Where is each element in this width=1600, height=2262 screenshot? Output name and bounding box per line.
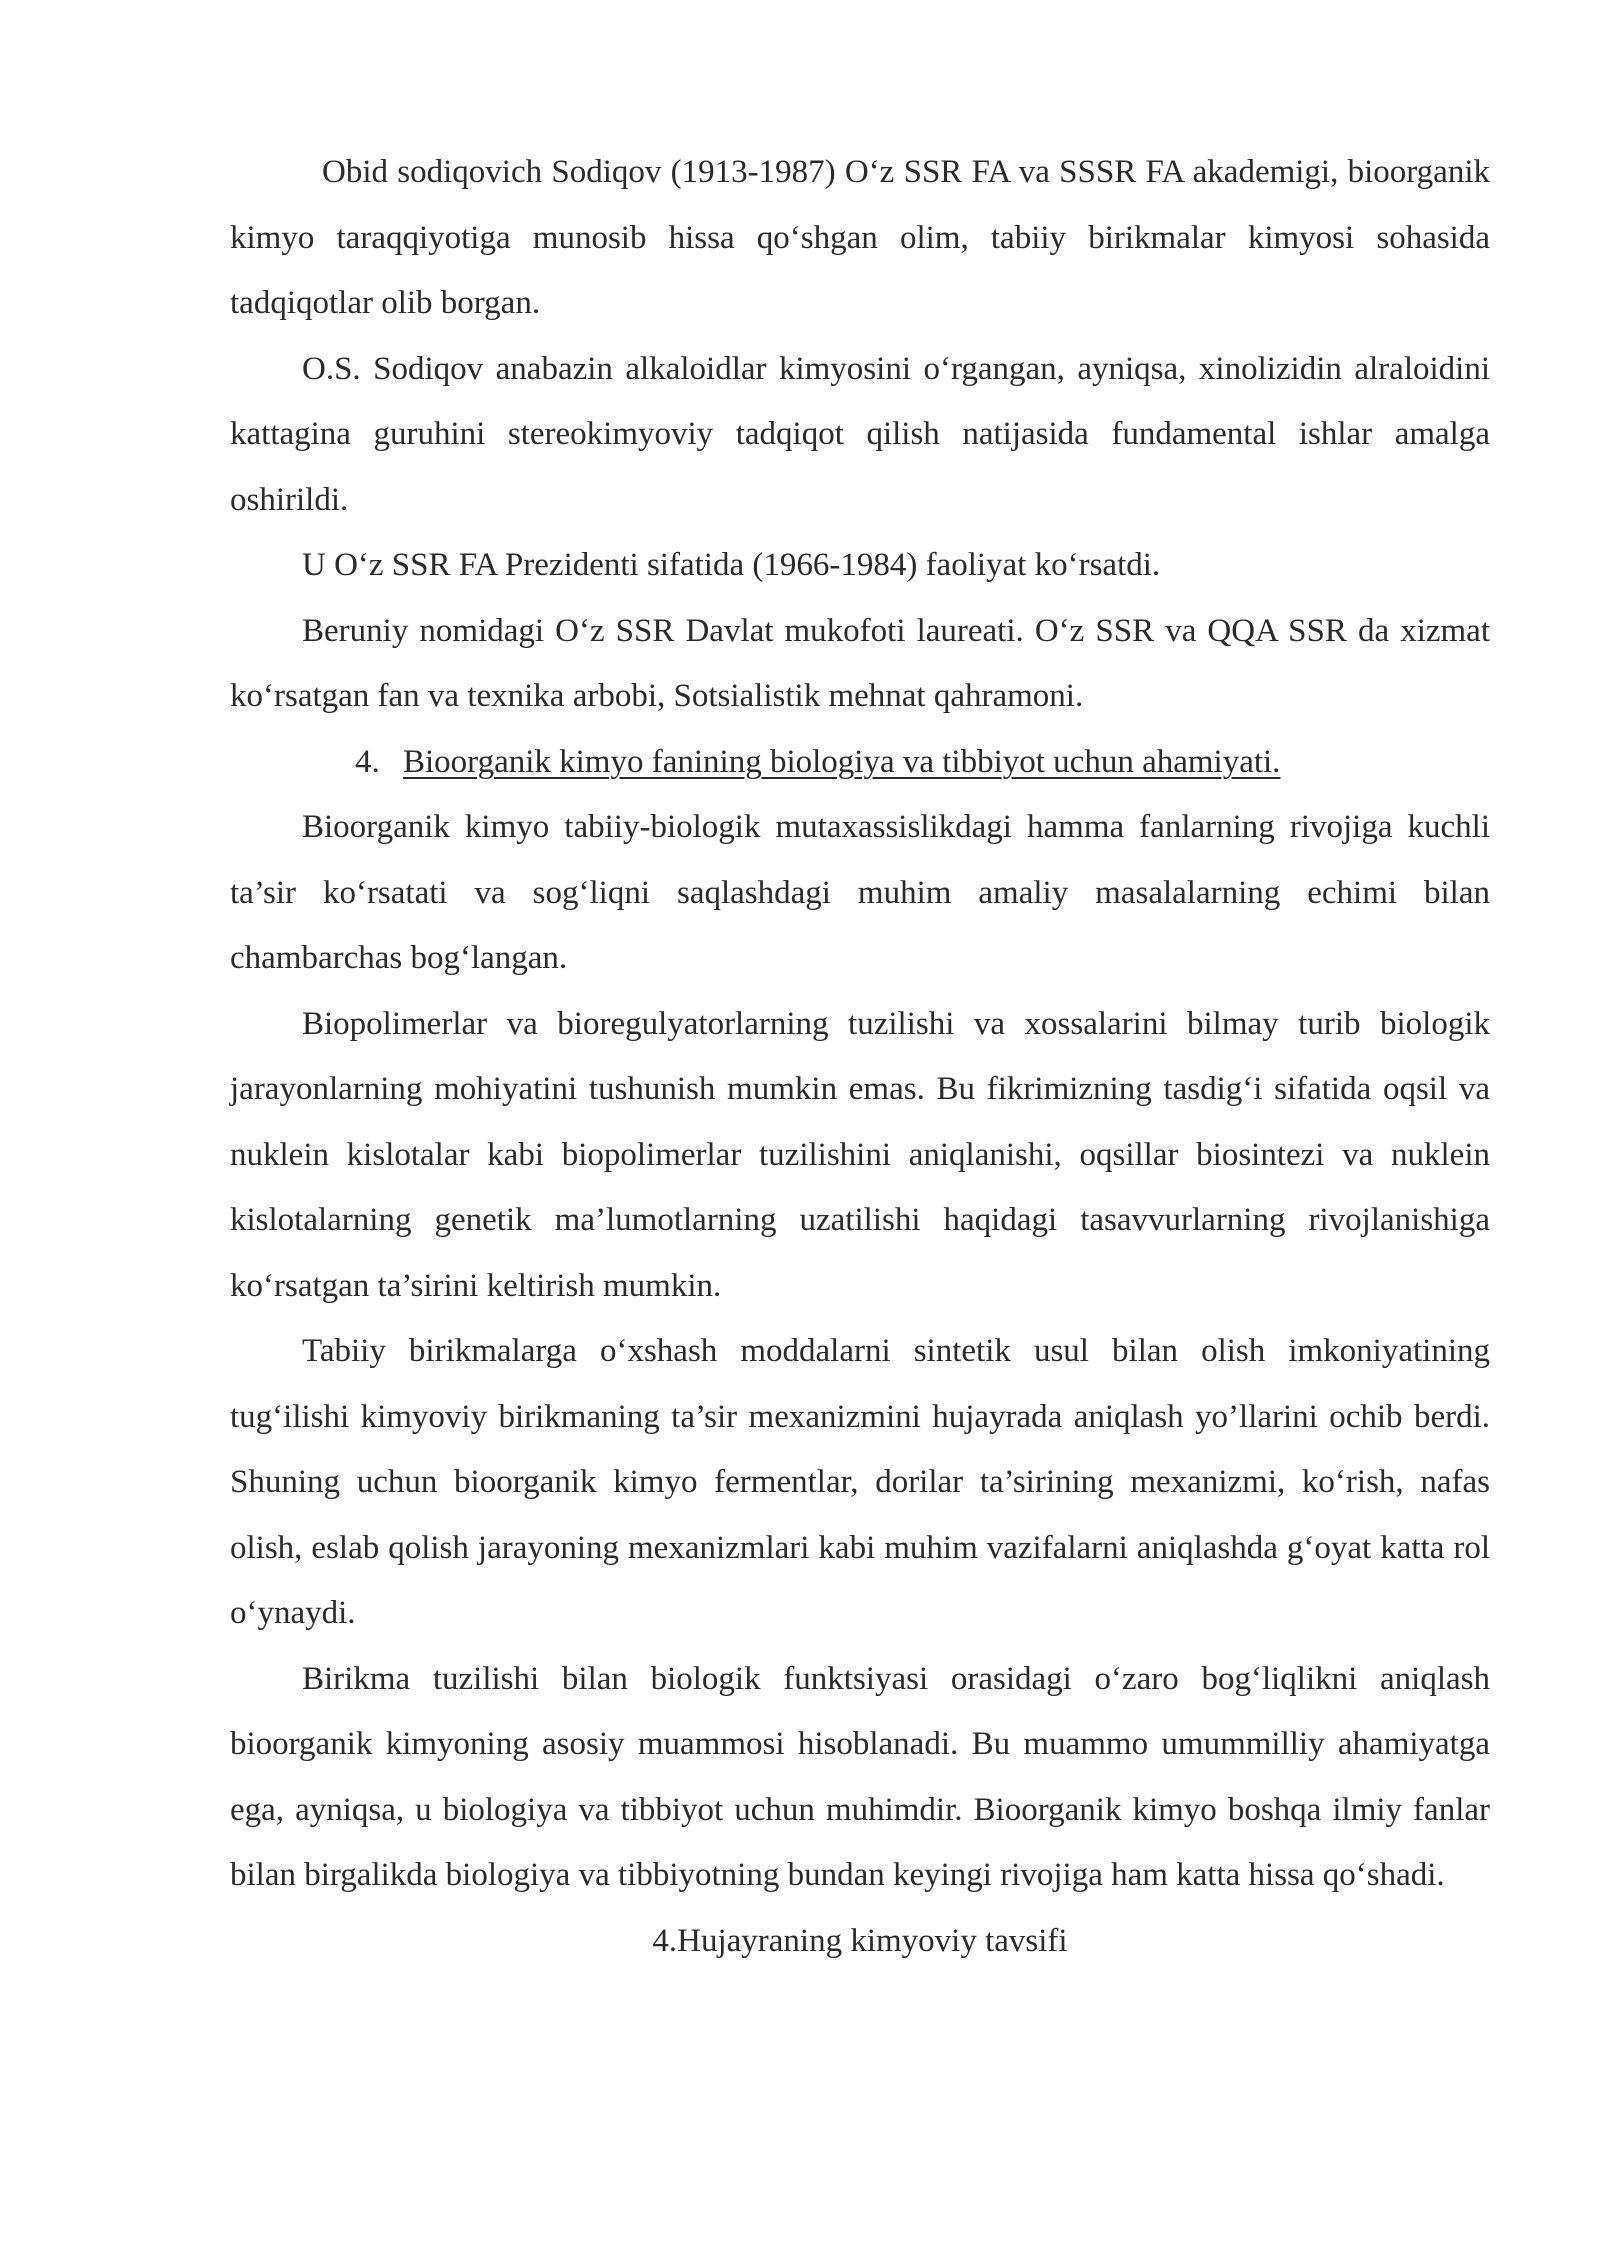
paragraph-sodiqov-research: O.S. Sodiqov anabazin alkaloidlar kimyosini o‘rgangan, ayniqsa, xinolizidin alraloidini kattagina guruhini stereokimyoviy tadqiqot qilish natijasida fundamental ishlar amalga oshirildi. bbox=[230, 350, 1490, 518]
document-page bbox=[230, 140, 1490, 1974]
paragraph-structure-function: Birikma tuzilishi bilan biologik funktsiyasi orasidagi o‘zaro bog‘liqlikni aniqlash bioorganik kimyoning asosiy muammosi hisoblanadi. Bu muammo umummilliy ahamiyatga ega, ayniqsa, u biologiya va tibbiyot uchun muhimdir. Bioorganik kimyo boshqa ilmiy fanlar bilan birgalikda biologiya va tibbiyotning bundan keyingi rivojiga ham katta hissa qo‘shadi. bbox=[230, 1660, 1490, 1893]
next-section-heading: 4.Hujayraning kimyoviy tavsifi bbox=[652, 1922, 1068, 1959]
paragraph-sodiqov-awards: Beruniy nomidagi O‘z SSR Davlat mukofoti laureati. O‘z SSR va QQA SSR da xizmat ko‘rsatgan fan va texnika arbobi, Sotsialistik mehnat qahramoni. bbox=[230, 612, 1490, 714]
section-title: Bioorganik kimyo fanining biologiya va tibbiyot uchun ahamiyati. bbox=[403, 743, 1281, 780]
paragraph-sodiqov-bio: Obid sodiqovich Sodiqov (1913-1987) O‘z SSR FA va SSSR FA akademigi, bioorganik kimyo taraqqiyotiga munosib hissa qo‘shgan olim, tabiiy birikmalar kimyosi sohasida tadqiqotlar olib borgan. bbox=[230, 154, 1490, 321]
paragraph-biopolymers: Biopolimerlar va bioregulyatorlarning tuzilishi va xossalarini bilmay turib biologik jarayonlarning mohiyatini tushunish mumkin emas. Bu fikrimizning tasdig‘i sifatida oqsil va nuklein kislotalar kabi biopolimerlar tuzilishini aniqlanishi, oqsillar biosintezi va nuklein kislotalarning genetik ma’lumotlarning uzatilishi haqidagi tasavvurlarning rivojlanishiga ko‘rsatgan ta’sirini keltirish mumkin. bbox=[230, 1005, 1490, 1304]
section-number: 4. bbox=[355, 743, 380, 780]
section-heading bbox=[230, 730, 1490, 796]
paragraph-synthesis: Tabiiy birikmalarga o‘xshash moddalarni sintetik usul bilan olish imkoniyatining tug‘ilishi kimyoviy birikmaning ta’sir mexanizmini hujayrada aniqlash yo’llarini ochib berdi. Shuning uchun bioorganik kimyo fermentlar, dorilar ta’sirining mexanizmi, ko‘rish, nafas olish, eslab qolish jarayoning mexanizmlari kabi muhim vazifalarni aniqlashda g‘oyat katta rol o‘ynaydi. bbox=[230, 1333, 1490, 1631]
paragraph-importance: Bioorganik kimyo tabiiy-biologik mutaxassislikdagi hamma fanlarning rivojiga kuchli ta’sir ko‘rsatati va sog‘liqni saqlashdagi muhim amaliy masalalarning echimi bilan chambarchas bog‘langan. bbox=[230, 809, 1490, 976]
paragraph-sodiqov-president: U O‘z SSR FA Prezidenti sifatida (1966-1984) faoliyat ko‘rsatdi. bbox=[302, 547, 1161, 583]
